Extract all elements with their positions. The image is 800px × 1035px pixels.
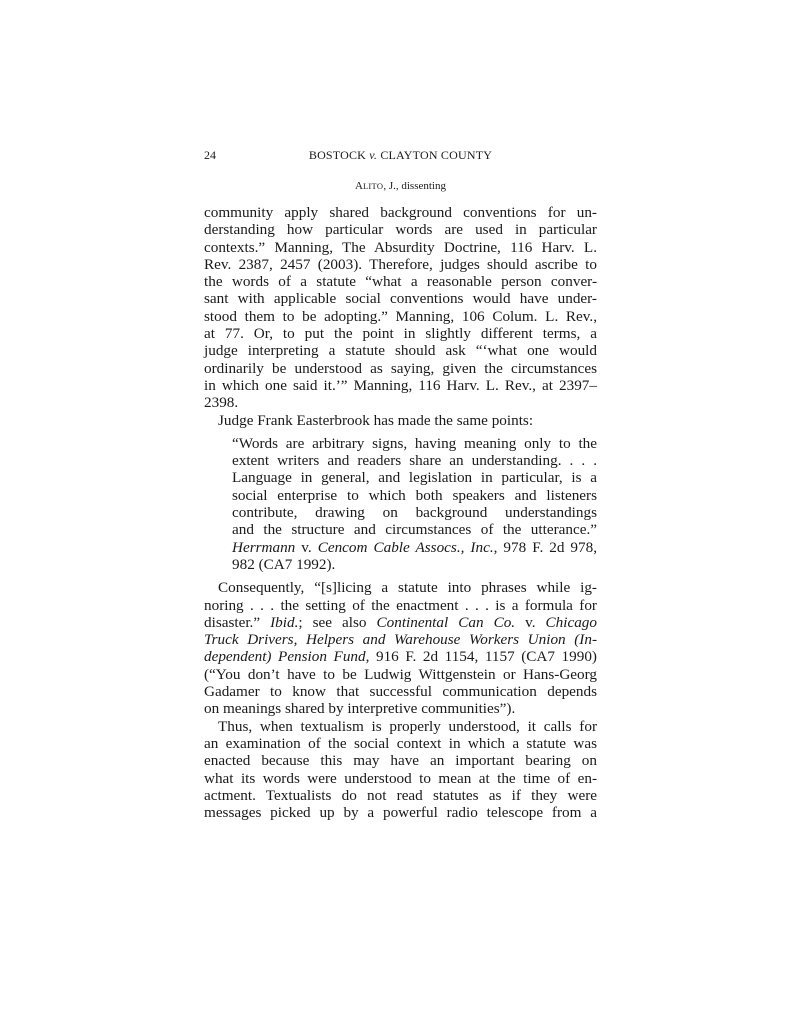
text-line: ordinarily be understood as saying, given the circumstances [204, 359, 597, 377]
text-line: messages picked up by a powerful radio telescope from a [204, 804, 597, 822]
text-line: community apply shared background conventions for un- [204, 204, 597, 221]
opinion-body [204, 204, 597, 821]
quote-line: social enterprise to which both speakers and listeners [232, 486, 597, 504]
text-line: stood them to be adopting.” Manning, 106 Colum. L. Rev., [204, 307, 597, 325]
quote-line: “Words are arbitrary signs, having meaning only to the [232, 434, 597, 452]
text-line: Thus, when textualism is properly understood, it calls for [218, 717, 597, 735]
paragraph-4 [204, 718, 597, 822]
page-number: 24 [204, 148, 216, 162]
text-line: disaster.” Ibid.; see also Continental Can Co. v. Chicago [204, 613, 597, 631]
text-line: the words of a statute “what a reasonable person conver- [204, 273, 597, 291]
text-line: at 77. Or, to put the point in slightly different terms, a [204, 325, 597, 343]
text-line: Consequently, “[s]licing a statute into phrases while ig- [218, 579, 597, 597]
text-line: Gadamer to know that successful communication depends [204, 683, 597, 701]
paragraph-2 [204, 412, 597, 429]
opinion-author: ALITO, J., dissenting [354, 180, 446, 192]
text-line: what its words were understood to mean at the time of en- [204, 769, 597, 787]
text-line: dependent) Pension Fund, 916 F. 2d 1154, 1157 (CA7 1990) [204, 648, 597, 666]
quote-line: Language in general, and legislation in particular, is a [232, 469, 597, 487]
text-line: (“You don’t have to be Ludwig Wittgenstein or Hans-Georg [204, 665, 597, 683]
text-line: sant with applicable social conventions would have under- [204, 290, 597, 308]
text-line: an examination of the social context in which a statute was [204, 734, 597, 752]
text-line: judge interpreting a statute should ask “‘what one would [204, 342, 597, 360]
quote-line: and the structure and circumstances of the utterance.” [232, 521, 597, 539]
text-line: on meanings shared by interpretive communities”). [204, 700, 516, 718]
text-line: enacted because this may have an important bearing on [204, 752, 597, 770]
text-line: contexts.” Manning, The Absurdity Doctrine, 116 Harv. L. [204, 238, 597, 256]
running-header [204, 148, 597, 166]
paragraph-3 [204, 579, 597, 717]
case-title: BOSTOCK v. CLAYTON COUNTY [308, 148, 493, 162]
text-line: 2398. [204, 394, 239, 412]
text-line: in which one said it.’” Manning, 116 Harv. L. Rev., at 2397– [204, 376, 597, 394]
quote-line: extent writers and readers share an understanding. . . . [232, 452, 597, 470]
block-quote [232, 435, 597, 573]
quote-citation-cont: 982 (CA7 1992). [232, 555, 336, 573]
text-line: noring . . . the setting of the enactment . . . is a formula for [204, 596, 597, 614]
text-line: actment. Textualists do not read statutes as if they were [204, 786, 597, 804]
text-line: Judge Frank Easterbrook has made the same points: [218, 411, 534, 429]
paragraph-1 [204, 204, 597, 412]
quote-citation: Herrmann v. Cencom Cable Assocs., Inc., 978 F. 2d 978, [232, 538, 598, 556]
text-line: Rev. 2387, 2457 (2003). Therefore, judges should ascribe to [204, 255, 597, 273]
text-line: derstanding how particular words are used in particular [204, 221, 597, 239]
text-line: Truck Drivers, Helpers and Warehouse Workers Union (In- [204, 631, 597, 649]
quote-line: contribute, drawing on background understandings [232, 504, 597, 522]
